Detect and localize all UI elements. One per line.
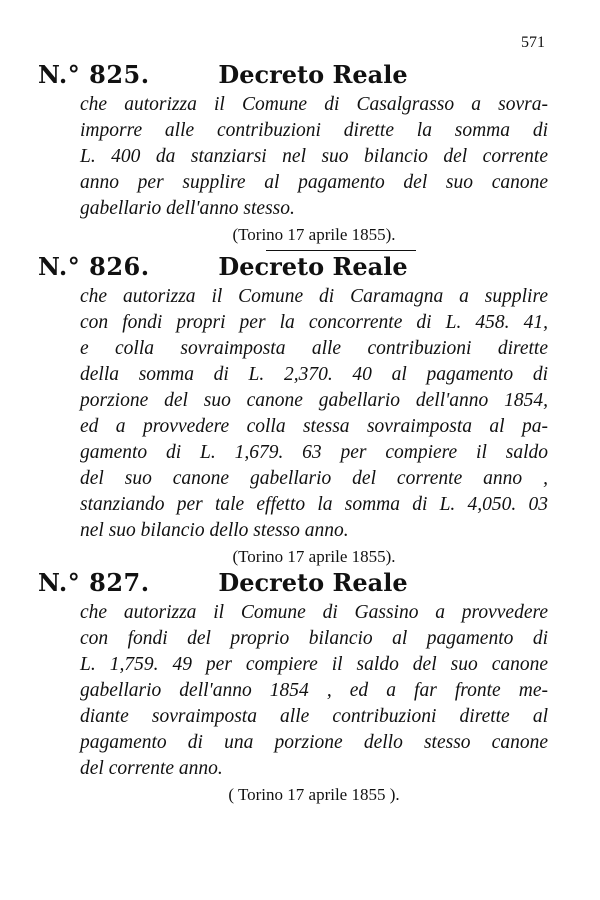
- entry-heading: [38, 58, 548, 92]
- entry-text: [80, 284, 548, 544]
- entry-date: ( Torino 17 aprile 1855 ).: [228, 785, 400, 804]
- entry-number: N.° 826.: [38, 252, 150, 281]
- text-line: ed a provvedere colla stessa sovraimposta al pa-: [80, 416, 548, 437]
- decree-entry-825: [38, 58, 548, 251]
- entry-title: Decreto Reale: [218, 252, 408, 281]
- text-line: diante sovraimposta alle contribuzioni dirette al: [80, 706, 548, 727]
- text-line: della somma di L. 2,370. 40 al pagamento di: [80, 364, 548, 385]
- text-line: stanziando per tale effetto la somma di L. 4,050. 03: [80, 494, 548, 515]
- text-line: gabellario dell'anno 1854 , ed a far fronte me-: [80, 680, 548, 701]
- text-line: imporre alle contribuzioni dirette la somma di: [80, 120, 548, 141]
- entry-number: N.° 825.: [38, 60, 150, 89]
- entry-text: [80, 600, 548, 782]
- text-line: del corrente anno.: [80, 758, 223, 779]
- entry-title: Decreto Reale: [218, 60, 408, 89]
- text-line: nel suo bilancio dello stesso anno.: [80, 520, 349, 541]
- text-line: con fondi propri per la concorrente di L. 458. 41,: [80, 312, 548, 333]
- entry-title: Decreto Reale: [218, 568, 408, 597]
- page-number: 571: [521, 34, 545, 51]
- text-line: del suo canone gabellario del corrente anno ,: [80, 468, 548, 489]
- text-line: L. 400 da stanziarsi nel suo bilancio del corrente: [80, 146, 548, 167]
- entry-heading: [38, 250, 548, 284]
- entry-heading: [38, 566, 548, 600]
- text-line: L. 1,759. 49 per compiere il saldo del suo canone: [80, 654, 548, 675]
- decree-entry-826: [38, 250, 548, 568]
- text-line: porzione del suo canone gabellario dell'anno 1854,: [80, 390, 548, 411]
- text-line: con fondi del proprio bilancio al pagamento di: [80, 628, 548, 649]
- entry-text: [80, 92, 548, 222]
- entry-date: (Torino 17 aprile 1855).: [232, 225, 396, 244]
- entry-date: (Torino 17 aprile 1855).: [232, 547, 396, 566]
- entry-number: N.° 827.: [38, 568, 150, 597]
- text-line: e colla sovraimposta alle contribuzioni dirette: [80, 338, 548, 359]
- text-line: gabellario dell'anno stesso.: [80, 198, 295, 219]
- text-line: che autorizza il Comune di Caramagna a supplire: [80, 286, 548, 307]
- decree-entry-827: [38, 566, 548, 806]
- text-line: che autorizza il Comune di Gassino a provvedere: [80, 602, 548, 623]
- text-line: pagamento di una porzione dello stesso canone: [80, 732, 548, 753]
- text-line: gamento di L. 1,679. 63 per compiere il saldo: [80, 442, 548, 463]
- text-line: che autorizza il Comune di Casalgrasso a sovra-: [80, 94, 548, 115]
- text-line: anno per supplire al pagamento del suo canone: [80, 172, 548, 193]
